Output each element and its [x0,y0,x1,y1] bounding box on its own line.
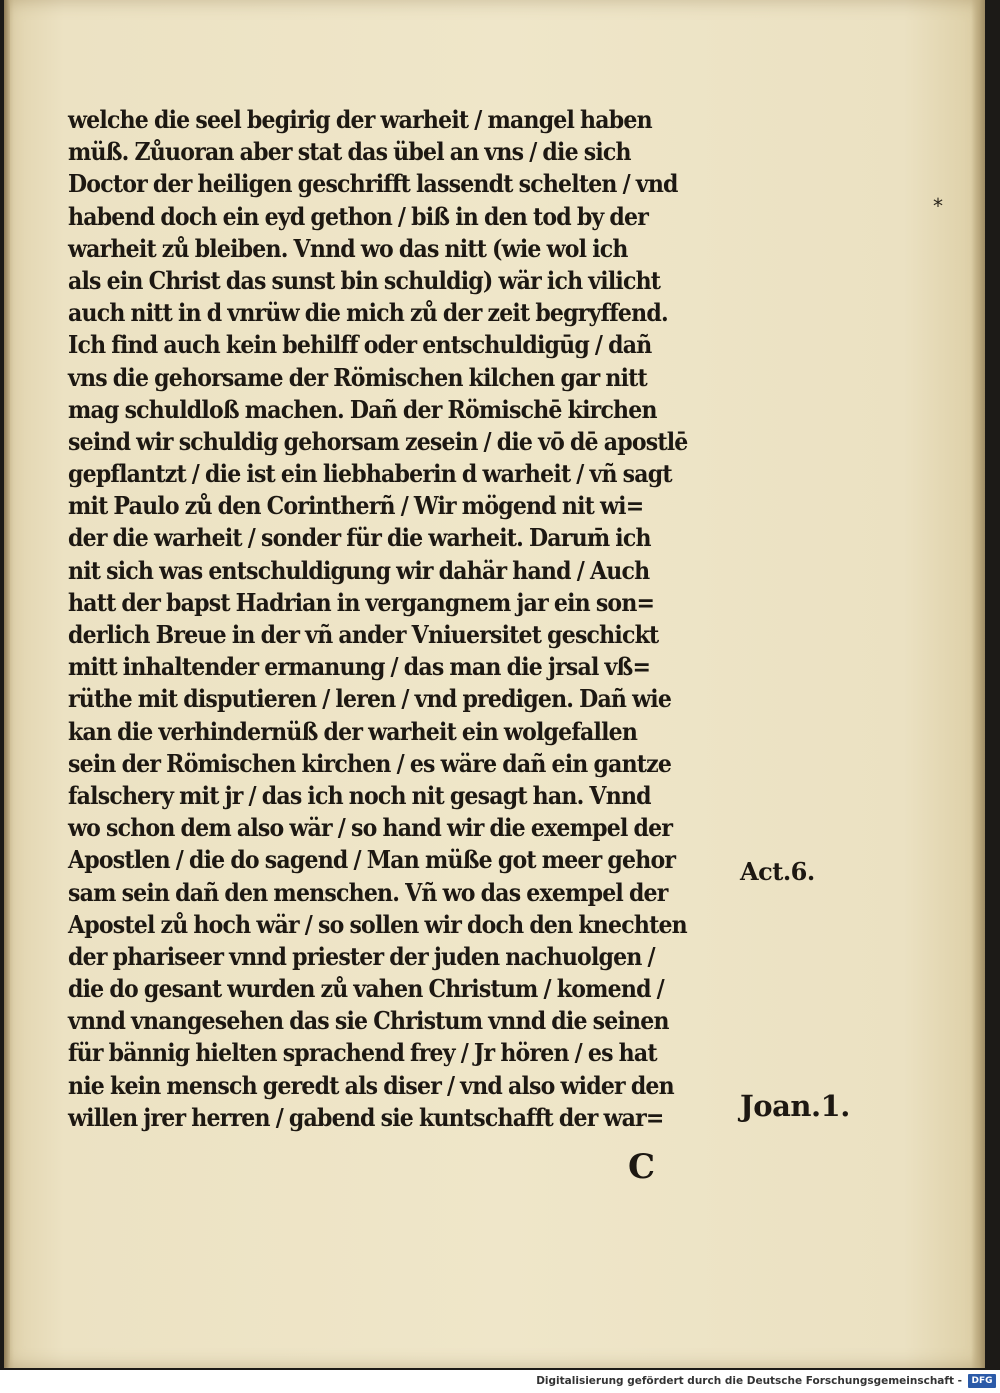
text-line: die do gesant wurden zů vahen Christum / komend / [68,974,664,1004]
text-line: vns die gehorsame der Römischen kilchen gar nitt [68,362,647,392]
text-line: nit sich was entschuldigung wir dahär hand / Auch [68,555,650,585]
footer-credit: Digitalisierung gefördert durch die Deutsche Forschungsgemeinschaft - [536,1375,962,1387]
text-line: nie kein mensch geredt als diser / vnd also wider den [68,1070,674,1100]
page-edge-right [971,0,985,1368]
footer-bar [0,1370,1000,1393]
text-line: müß. Zůuoran aber stat das übel an vns / die sich [68,137,631,167]
text-line: sein der Römischen kirchen / es wäre dañ ein gantze [68,748,672,778]
text-line: welche die seel begirig der warheit / mangel haben [68,105,652,134]
marginal-note-act: Act.6. [740,857,815,886]
book-page [4,0,985,1368]
text-line: wo schon dem also wär / so hand wir die exempel der [68,813,673,843]
text-line: falschery mit jr / das ich noch nit gesagt han. Vnnd [68,780,651,810]
text-line: seind wir schuldig gehorsam zesein / die vō dē apostlē [68,426,688,456]
text-line: mit Paulo zů den Corintherñ / Wir mögend nit wi= [68,491,644,521]
text-line: mag schuldloß machen. Dañ der Römischē kirchen [68,394,657,424]
text-line: willen jrer herren / gabend sie kuntschafft der war= [68,1102,664,1132]
text-line: Doctor der heiligen geschrifft lassendt schelten / vnd [68,169,678,199]
text-line: derlich Breue in der vñ ander Vniuersitet geschickt [68,620,659,649]
text-block [68,104,758,1134]
text-line: sam sein dañ den menschen. Vñ wo das exempel der [68,877,668,907]
text-line: der die warheit / sonder für die warheit. Darum̄ ich [68,523,651,553]
text-line: habend doch ein eyd gethon / biß in den tod by der [68,201,649,231]
text-line: Ich find auch kein behilff oder entschuldigūg / dañ [68,330,652,360]
text-line: der phariseer vnnd priester der juden nachuolgen / [68,941,655,971]
signature-mark: C [628,1147,656,1187]
text-line: Apostel zů hoch wär / so sollen wir doch den knechten [68,909,687,939]
text-line: hatt der bapst Hadrian in vergangnem jar ein son= [68,587,655,617]
marginal-note-joan: Joan.1. [740,1089,850,1123]
text-line: mitt inhaltender ermanung / das man die jrsal vß= [68,652,651,682]
text-line: vnnd vnangesehen das sie Christum vnnd die seinen [68,1006,669,1036]
text-line: kan die verhindernüß der warheit ein wolgefallen [68,716,638,746]
text-line: gepflantzt / die ist ein liebhaberin d warheit / vñ sagt [68,459,672,489]
text-line: für bännig hielten sprachend frey / Jr hören / es hat [68,1038,657,1068]
page-edge-left [4,0,10,1368]
text-line: Apostlen / die do sagend / Man müße got meer gehor [68,845,676,875]
text-line: rüthe mit disputieren / leren / vnd predigen. Dañ wie [68,684,672,714]
text-line: warheit zů bleiben. Vnnd wo das nitt (wie wol ich [68,233,628,263]
text-line: als ein Christ das sunst bin schuldig) wär ich vilicht [68,265,661,295]
dfg-logo: DFG [968,1374,996,1388]
marginal-asterisk: * [933,194,943,218]
text-line: auch nitt in d vnrüw die mich zů der zeit begryffend. [68,298,668,328]
